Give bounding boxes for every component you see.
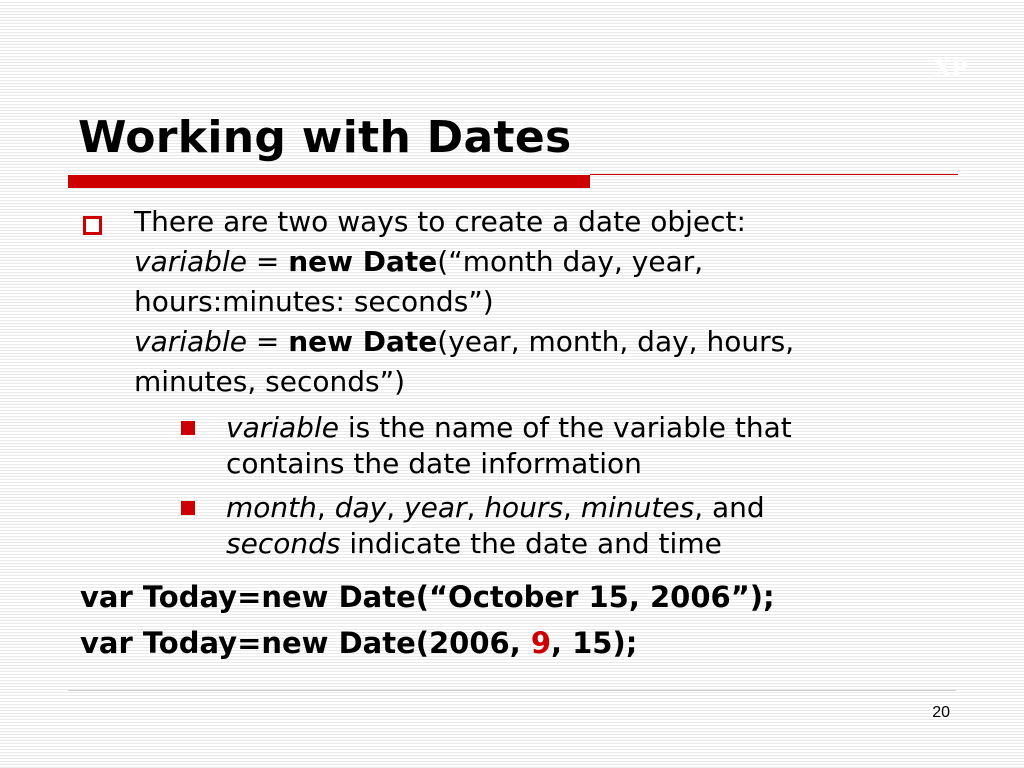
hollow-square-bullet-icon — [83, 216, 102, 235]
syntax-variable: variable — [134, 325, 247, 358]
term-seconds: seconds — [226, 527, 341, 560]
separator: , — [316, 491, 335, 524]
separator: , — [563, 491, 581, 524]
code-example-1: var Today=new Date(“October 15, 2006”); — [80, 580, 775, 614]
title-underline-thin — [590, 174, 958, 175]
term-hours: hours — [484, 491, 564, 524]
sub-bullet-date-parts — [180, 490, 980, 562]
sub-bullet-line — [226, 490, 980, 526]
term-minutes: minutes — [580, 491, 695, 524]
sub-bullet-line-cont: contains the date information — [226, 447, 642, 480]
term-variable: variable — [226, 411, 339, 444]
term-day: day — [334, 491, 387, 524]
bullet-intro: There are two ways to create a date object: — [134, 205, 746, 238]
slide-title: Working with Dates — [78, 112, 572, 163]
term-month: month — [226, 491, 317, 524]
syntax-args: (year, month, day, hours, — [437, 325, 795, 358]
syntax-keyword: new Date — [288, 245, 438, 278]
syntax-line-1-cont: hours:minutes: seconds”) — [134, 285, 494, 318]
separator: , and — [694, 491, 765, 524]
code-highlight-month: 9 — [530, 626, 552, 660]
syntax-variable: variable — [134, 245, 247, 278]
syntax-line-2-cont: minutes, seconds”) — [134, 365, 406, 398]
code-example-2 — [80, 620, 980, 666]
bullet-date-object — [80, 202, 980, 402]
solid-square-bullet-icon — [181, 421, 195, 435]
syntax-args: (“month day, year, — [437, 245, 704, 278]
syntax-equals: = — [246, 325, 289, 358]
code-suffix: , 15); — [551, 626, 638, 660]
term-year: year — [404, 491, 467, 524]
solid-square-bullet-icon — [181, 501, 195, 515]
sub-bullet-line-cont — [226, 526, 980, 562]
title-underline-thick — [68, 175, 590, 188]
slide-body — [80, 202, 980, 666]
syntax-line-1 — [134, 242, 980, 282]
separator: , — [466, 491, 485, 524]
separator: , — [386, 491, 405, 524]
code-prefix: var Today=new Date(2006, — [80, 626, 531, 660]
sub-bullet-text: is the name of the variable that — [338, 411, 792, 444]
sub-bullet-variable — [180, 410, 980, 482]
syntax-keyword: new Date — [288, 325, 438, 358]
syntax-line-2 — [134, 322, 980, 362]
xp-logo: XP — [934, 56, 968, 82]
syntax-equals: = — [246, 245, 289, 278]
sub-bullet-text: indicate the date and time — [340, 527, 722, 560]
sub-bullet-line — [226, 410, 980, 446]
page-number: 20 — [932, 704, 950, 721]
footer-rule — [68, 690, 956, 691]
